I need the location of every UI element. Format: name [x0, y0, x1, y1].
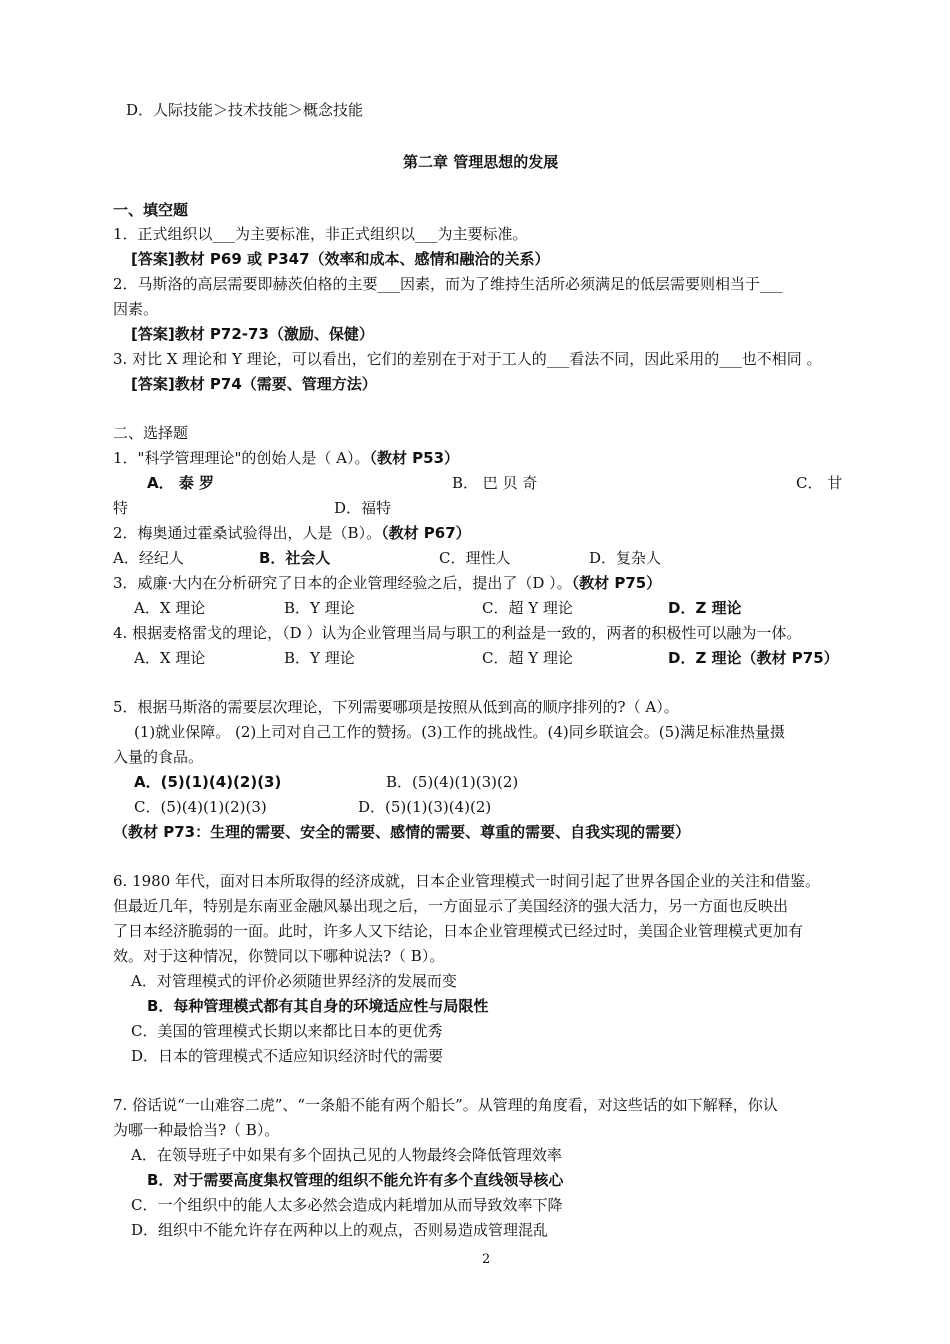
q7-option-b: B．对于需要高度集权管理的组织不能允许有多个直线领导核心	[147, 1171, 564, 1189]
q3-option-a: A．X 理论	[134, 599, 206, 617]
q4-option-d: D．Z 理论（教材 P75）	[668, 649, 839, 667]
choice-question-7-line1: 7. 俗话说“一山难容二虎”、“一条船不能有两个船长”。从管理的角度看，对这些话的如下解释，你认	[113, 1096, 778, 1114]
q6-option-d: D．日本的管理模式不适应知识经济时代的需要	[131, 1047, 444, 1065]
fill-answer-1: [答案]教材 P69 或 P347（效率和成本、感情和融洽的关系）	[131, 250, 550, 268]
textbook-reference: （教材 P75）	[571, 574, 662, 592]
q3-option-c: C．超 Y 理论	[482, 599, 573, 617]
q5-option-c: C．(5)(4)(1)(2)(3)	[134, 798, 267, 816]
fill-question-1: 1．正式组织以___为主要标准，非正式组织以___为主要标准。	[113, 225, 528, 243]
choice-question-6-line3: 了日本经济脆弱的一面。此时，许多人又下结论，日本企业管理模式已经过时，美国企业管理模式更加有	[113, 922, 804, 940]
question-stem: 1．"科学管理理论"的创始人是（ A）。	[113, 449, 370, 467]
choice-question-6-line2: 但最近几年，特别是东南亚金融风暴出现之后，一方面显示了美国经济的强大活力，另一方面也反映出	[113, 897, 789, 915]
q2-option-d: D．复杂人	[589, 549, 662, 567]
fill-answer-2: [答案]教材 P72-73（激励、保健）	[131, 325, 374, 343]
q3-option-d: D．Z 理论	[668, 599, 742, 617]
choice-question-6-line4: 效。对于这种情况，你赞同以下哪种说法?（ B）。	[113, 947, 445, 965]
q4-option-b: B．Y 理论	[284, 649, 355, 667]
q5-textbook-reference: （教材 P73：生理的需要、安全的需要、感情的需要、尊重的需要、自我实现的需要）	[113, 823, 691, 841]
q2-option-a: A．经纪人	[113, 549, 184, 567]
q1-option-c: C． 甘	[796, 474, 843, 492]
q2-option-c: C．理性人	[439, 549, 511, 567]
q3-option-b: B．Y 理论	[284, 599, 355, 617]
q1-option-b: B． 巴 贝 奇	[452, 474, 538, 492]
q6-option-a: A．对管理模式的评价必须随世界经济的发展而变	[131, 972, 457, 990]
q5-items-line1: (1)就业保障。 (2)上司对自己工作的赞扬。(3)工作的挑战性。(4)同乡联谊会。(5)满足标准热量摄	[134, 723, 786, 741]
choice-question-1	[113, 448, 459, 468]
q2-option-b: B．社会人	[259, 549, 331, 567]
q6-option-b: B．每种管理模式都有其自身的环境适应性与局限性	[147, 997, 489, 1015]
choice-question-2	[113, 523, 471, 543]
q5-option-d: D．(5)(1)(3)(4)(2)	[358, 798, 492, 816]
fill-question-2-line2: 因素。	[113, 300, 159, 318]
q1-option-d: D．福特	[334, 499, 392, 517]
fill-question-3: 3. 对比 X 理论和 Y 理论，可以看出，它们的差别在于对于工人的___看法不同，因此采用的___也不相同 。	[113, 350, 822, 368]
q5-items-line2: 入量的食品。	[113, 748, 204, 766]
textbook-reference: （教材 P67）	[381, 524, 471, 542]
page-number: 2	[482, 1252, 491, 1267]
q4-option-a: A．X 理论	[134, 649, 206, 667]
choice-question-4: 4. 根据麦格雷戈的理论，（D ）认为企业管理当局与职工的利益是一致的，两者的积极性可以融为一体。	[113, 624, 802, 642]
q1-option-c-continued: 特	[113, 499, 129, 517]
choice-question-3	[113, 573, 661, 593]
choice-question-5: 5．根据马斯洛的需要层次理论，下列需要哪项是按照从低到高的顺序排列的?（ A）。	[113, 698, 679, 716]
choice-question-6-line1: 6. 1980 年代，面对日本所取得的经济成就，日本企业管理模式一时间引起了世界各国企业的关注和借鉴。	[113, 872, 821, 890]
textbook-reference: （教材 P53）	[369, 449, 460, 467]
section-heading-fill-blank: 一、填空题	[113, 201, 189, 219]
choice-question-7-line2: 为哪一种最恰当?（ B）。	[113, 1121, 280, 1139]
q7-option-c: C．一个组织中的能人太多必然会造成内耗增加从而导致效率下降	[131, 1196, 563, 1214]
question-stem: 3．威廉·大内在分析研究了日本的企业管理经验之后，提出了（D ）。	[113, 574, 572, 592]
fill-answer-3: [答案]教材 P74（需要、管理方法）	[131, 375, 377, 393]
chapter-title: 第二章 管理思想的发展	[403, 153, 559, 171]
q1-option-a: A． 泰 罗	[147, 474, 215, 492]
q7-option-a: A．在领导班子中如果有多个固执己见的人物最终会降低管理效率	[131, 1146, 562, 1164]
question-stem: 2．梅奥通过霍桑试验得出，人是（B）。	[113, 524, 382, 542]
q5-option-a: A．(5)(1)(4)(2)(3)	[134, 773, 282, 791]
q6-option-c: C．美国的管理模式长期以来都比日本的更优秀	[131, 1022, 443, 1040]
q7-option-d: D．组织中不能允许存在两种以上的观点，否则易造成管理混乱	[131, 1221, 549, 1239]
q4-option-c: C．超 Y 理论	[482, 649, 573, 667]
section-heading-choice: 二、选择题	[113, 424, 189, 442]
q5-option-b: B．(5)(4)(1)(3)(2)	[386, 773, 519, 791]
prev-question-option-d: D．人际技能＞技术技能＞概念技能	[126, 101, 364, 119]
fill-question-2-line1: 2．马斯洛的高层需要即赫茨伯格的主要___因素，而为了维持生活所必须满足的低层需要则相当于___	[113, 275, 783, 293]
